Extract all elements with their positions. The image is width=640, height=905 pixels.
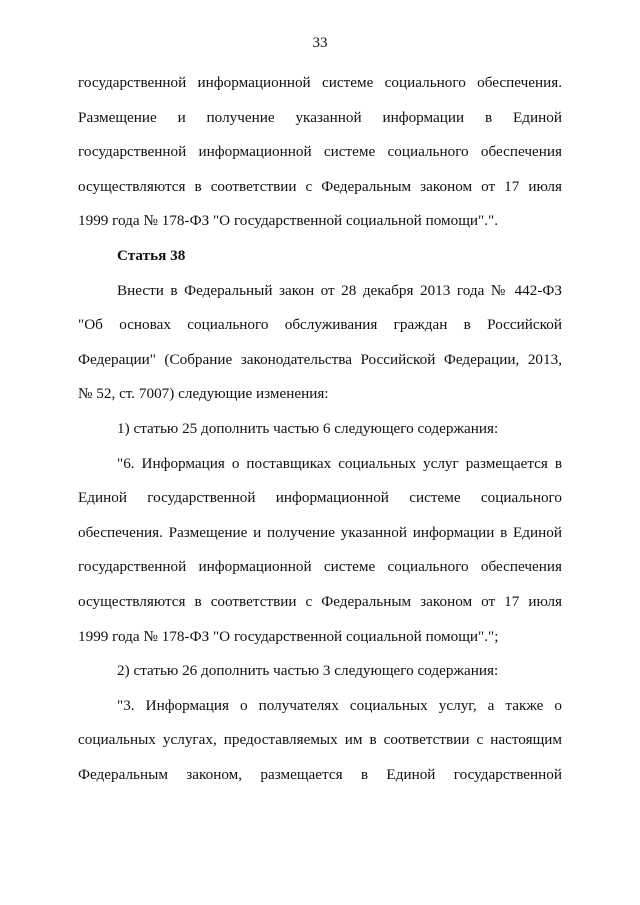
- text-line: "3. Информация о получателях социальных услуг, а также о: [117, 696, 562, 714]
- text-line: 1) статью 25 дополнить частью 6 следующего содержания:: [117, 419, 499, 437]
- text-line: Единой государственной информационной системе социального: [78, 489, 562, 507]
- text-line: "Об основах социального обслуживания граждан в Российской: [78, 316, 562, 334]
- text-line: 2) статью 26 дополнить частью 3 следующего содержания:: [117, 662, 499, 680]
- text-line: обеспечения. Размещение и получение указанной информации в Единой: [78, 523, 562, 541]
- text-line: Федерации" (Собрание законодательства Российской Федерации, 2013,: [78, 350, 562, 368]
- page-number: 33: [312, 35, 328, 51]
- document-body: [78, 66, 562, 792]
- text-line: государственной информационной системе социального обеспечения: [78, 143, 562, 161]
- article-heading: Статья 38: [117, 246, 186, 264]
- text-line: Федеральным законом, размещается в Единой государственной: [78, 765, 562, 783]
- text-line: Размещение и получение указанной информации в Единой: [78, 108, 562, 126]
- text-line: государственной информационной системе социального обеспечения.: [78, 74, 562, 91]
- text-line: осуществляются в соответствии с Федеральным законом от 17 июля: [78, 177, 562, 195]
- text-line: осуществляются в соответствии с Федеральным законом от 17 июля: [78, 592, 562, 610]
- text-line: 1999 года № 178-ФЗ "О государственной социальной помощи".".: [78, 212, 499, 230]
- text-line: № 52, ст. 7007) следующие изменения:: [78, 385, 329, 403]
- text-line: "6. Информация о поставщиках социальных услуг размещается в: [117, 454, 562, 472]
- text-line: 1999 года № 178-ФЗ "О государственной социальной помощи".";: [78, 627, 499, 645]
- text-line: социальных услугах, предоставляемых им в соответствии с настоящим: [78, 731, 562, 749]
- text-line: государственной информационной системе социального обеспечения: [78, 558, 562, 576]
- text-line: Внести в Федеральный закон от 28 декабря 2013 года № 442-ФЗ: [117, 281, 562, 299]
